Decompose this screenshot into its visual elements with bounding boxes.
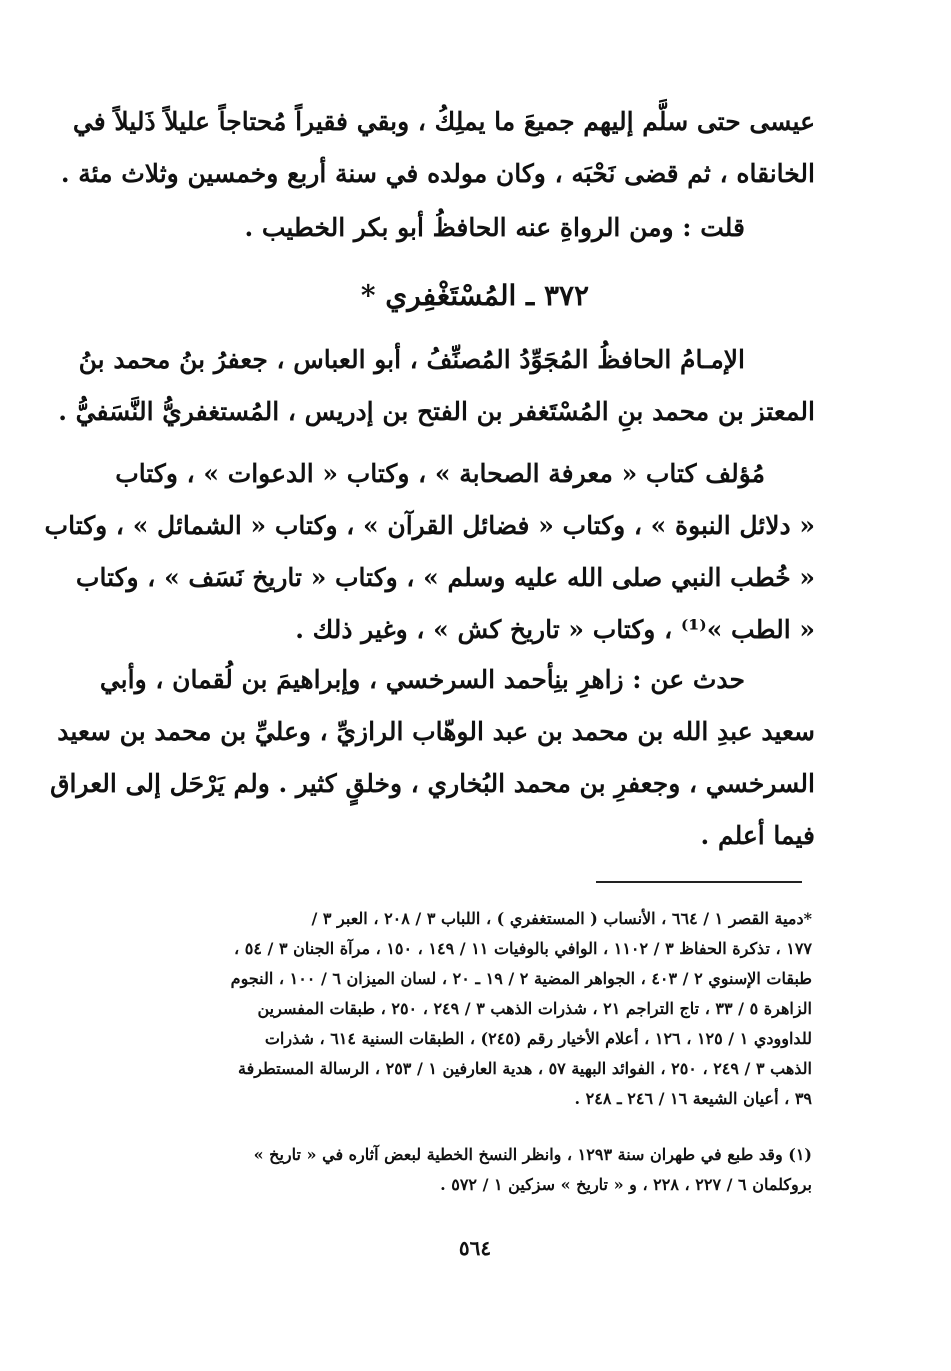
text-line: قلت : ومن الرواةِ عنه الحافظُ أبو بكر الخطيب .	[244, 213, 745, 242]
footnote-line: الزاهرة ٥ / ٣٣ ، تاج التراجم ٢١ ، شذرات الذهب ٣ / ٢٤٩ ، ٢٥٠ ، طبقات المفسرين	[257, 999, 812, 1018]
text-line: مُؤلف كتاب « معرفة الصحابة » ، وكتاب « الدعوات » ، وكتاب	[115, 459, 765, 488]
entry-heading: ٣٧٢ ـ المُسْتَغْفِري *	[360, 279, 590, 312]
text-line: « الطب »⁽¹⁾ ، وكتاب « تاريخ كش » ، وغير ذلك .	[295, 615, 815, 644]
paragraph-bio	[58, 334, 815, 438]
text-line: « دلائل النبوة » ، وكتاب « فضائل القرآن » ، وكتاب « الشمائل » ، وكتاب	[44, 511, 815, 540]
footnote-line: الذهب ٣ / ٢٤٩ ، ٢٥٠ ، الفوائد البهية ٥٧ ، هدية العارفين ١ / ٢٥٣ ، الرسالة المستطرفة	[237, 1059, 812, 1078]
footnote-line: ١٧٧ ، تذكرة الحفاظ ٣ / ١١٠٢ ، الوافي بالوفيات ١١ / ١٤٩ ، ١٥٠ ، مرآة الجنان ٣ / ٥٤ ،	[234, 939, 812, 958]
footnote-divider	[596, 881, 802, 883]
footnote-sources	[140, 904, 812, 1114]
text-line: الإمـامُ الحافظُ المُجَوِّدُ المُصنِّفُ ، أبو العباس ، جعفرُ بنُ محمد بنُ	[78, 345, 745, 374]
paragraph-narrators	[50, 654, 815, 862]
text-line: « خُطب النبي صلى الله عليه وسلم » ، وكتاب « تاريخ نَسَف » ، وكتاب	[75, 563, 815, 592]
text-line: المعتز بن محمد بنِ المُسْتَغفر بن الفتح بن إدريس ، المُستغفريُّ النَّسَفيُّ .	[58, 397, 815, 426]
text-line: السرخسي ، وجعفرِ بن محمد البُخاري ، وخلقٍ كثير . ولم يَرْحَل إلى العراق	[50, 769, 815, 798]
text-line: سعيد عبدِ الله بن محمد بن عبد الوهّاب الرازيِّ ، وعليِّ بن محمد بن سعيد	[57, 717, 815, 746]
paragraph-note	[135, 202, 815, 254]
paragraph-intro	[60, 96, 815, 200]
paragraph-works	[44, 448, 815, 656]
footnote-line: بروكلمان ٦ / ٢٢٧ ، ٢٢٨ ، و « تاريخ » سزكين ١ / ٥٧٢ .	[440, 1175, 812, 1194]
footnote-line: *دمية القصر ١ / ٦٦٤ ، الأنساب ( المستغفري ) ، اللباب ٣ / ٢٠٨ ، العبر ٣ /	[311, 909, 812, 928]
text-line: فيما أعلم .	[700, 821, 815, 850]
text-line: حدث عن : زاهرِ بنِأحمد السرخسي ، وإبراهيمَ بن لُقمان ، وأبي	[99, 665, 745, 694]
page-number: ٥٦٤	[458, 1236, 492, 1260]
footnote-line: للداوودي ١ / ١٢٥ ، ١٢٦ ، أعلام الأخيار رقم (٢٤٥) ، الطبقات السنية ٦١٤ ، شذرات	[264, 1029, 812, 1048]
footnote-line: (١) وقد طبع في طهران سنة ١٢٩٣ ، وانظر النسخ الخطية لبعض آثاره في « تاريخ »	[253, 1145, 812, 1164]
footnote-line: ٣٩ ، أعيان الشيعة ١٦ / ٢٤٦ ـ ٢٤٨ .	[574, 1089, 812, 1108]
text-line: عيسى حتى سلَّم إليهم جميعَ ما يملِكُ ، وبقي فقيراً مُحتاجاً عليلاً ذَليلاً في	[72, 107, 815, 136]
footnote-line: طبقات الإسنوي ٢ / ٤٠٣ ، الجواهر المضية ٢ / ١٩ ـ ٢٠ ، لسان الميزان ٦ / ١٠٠ ، النجوم	[230, 969, 812, 988]
text-line: الخانقاه ، ثم قضى نَحْبَه ، وكان مولده في سنة أربع وخمسين وثلاث مئة .	[60, 159, 815, 188]
footnote-1	[140, 1140, 812, 1200]
